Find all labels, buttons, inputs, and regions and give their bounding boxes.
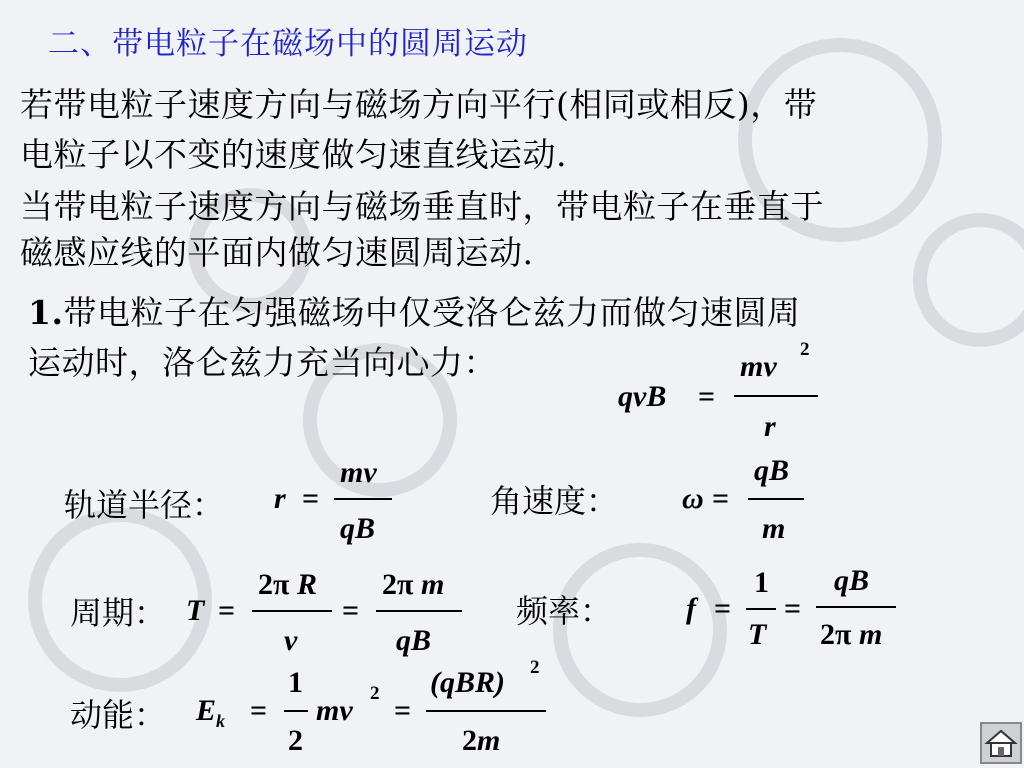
fraction-bar — [748, 498, 804, 500]
item-number: 1. — [28, 293, 64, 332]
paragraph-perpendicular-line2: 磁感应线的平面内做匀速圆周运动. — [20, 233, 534, 272]
equals-sign: = — [394, 694, 412, 727]
formula-lhs: r — [274, 482, 286, 515]
formula-denominator: 2π m — [820, 618, 883, 651]
label-angular-velocity: 角速度： — [490, 482, 619, 520]
formula-lhs: ω — [682, 482, 704, 515]
formula-numerator: mv — [740, 350, 777, 383]
formula-lhs: qvB — [618, 380, 667, 413]
equals-sign: = — [218, 594, 236, 627]
fraction-bar — [746, 608, 776, 610]
fraction-bar — [252, 610, 332, 612]
formula-numerator: 2π m — [382, 568, 445, 601]
slide-title: 二、带电粒子在磁场中的圆周运动 — [48, 26, 528, 62]
formula-lhs: $E_k$ — [196, 694, 226, 731]
fraction-bar — [426, 710, 546, 712]
fraction-bar — [734, 395, 818, 397]
fraction-bar — [376, 610, 462, 612]
formula-denominator: v — [284, 624, 298, 657]
equals-sign: = — [250, 694, 268, 727]
home-button[interactable] — [980, 722, 1022, 764]
formula-exponent: 2 — [800, 339, 810, 360]
formula-numerator: 1 — [754, 566, 769, 599]
equals-sign: = — [342, 594, 360, 627]
formula-denominator: 2m — [462, 724, 501, 757]
formula-denominator: qB — [396, 624, 432, 657]
formula-numerator: qB — [754, 454, 790, 487]
equals-sign: = — [712, 482, 730, 515]
formula-numerator: (qBR) — [430, 666, 505, 699]
fraction-bar — [334, 498, 392, 500]
formula-mv: mv — [316, 694, 353, 727]
equals-sign: = — [302, 482, 320, 515]
formula-denominator: m — [762, 512, 786, 545]
label-radius: 轨道半径： — [64, 486, 225, 524]
formula-denominator: T — [748, 618, 767, 651]
label-period: 周期： — [70, 594, 167, 632]
paragraph-parallel-line1: 若带电粒子速度方向与磁场方向平行(相同或相反)，带 — [20, 85, 818, 124]
home-icon — [982, 724, 1020, 762]
formula-lhs: T — [186, 594, 205, 627]
formula-denominator: r — [764, 410, 776, 443]
half-denominator: 2 — [288, 724, 303, 757]
fraction-bar — [284, 710, 308, 712]
formula-numerator: mv — [340, 456, 377, 489]
paragraph-parallel-line2: 电粒子以不变的速度做匀速直线运动. — [20, 135, 567, 174]
paragraph-lorentz-line2: 运动时，洛仑兹力充当向心力： — [28, 343, 497, 382]
equals-sign: = — [714, 592, 732, 625]
formula-lhs: f — [686, 592, 696, 625]
formula-denominator: qB — [340, 512, 376, 545]
label-frequency: 频率： — [516, 592, 613, 630]
half-numerator: 1 — [288, 666, 303, 699]
equals-sign: = — [784, 592, 802, 625]
label-kinetic-energy: 动能： — [70, 696, 167, 734]
formula-exponent: 2 — [530, 657, 540, 678]
formula-numerator: qB — [834, 564, 870, 597]
formula-numerator: 2π R — [258, 568, 317, 601]
formula-exponent: 2 — [370, 683, 380, 704]
fraction-bar — [816, 606, 896, 608]
equals-sign: = — [698, 380, 716, 413]
item-text: 带电粒子在匀强磁场中仅受洛仑兹力而做匀速圆周 — [63, 293, 801, 332]
paragraph-lorentz-line1 — [28, 292, 800, 334]
paragraph-perpendicular-line1: 当带电粒子速度方向与磁场垂直时，带电粒子在垂直于 — [20, 187, 824, 226]
